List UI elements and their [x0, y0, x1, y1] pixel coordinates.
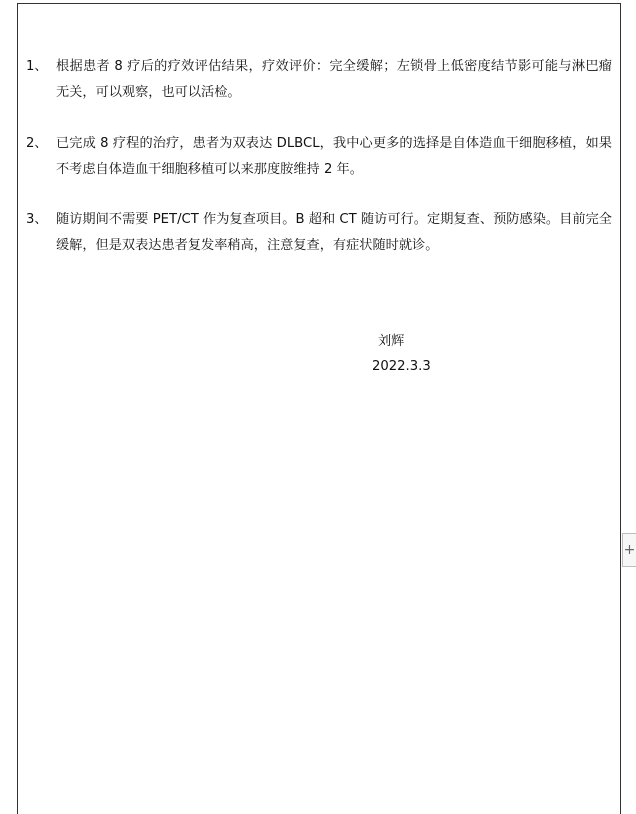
signature-date: 2022.3.3	[372, 359, 431, 374]
item-number: 1、	[26, 59, 48, 74]
plus-icon: +	[623, 542, 636, 558]
item-number: 2、	[26, 136, 48, 151]
advice-item-1	[26, 54, 612, 106]
expand-side-button[interactable]	[622, 533, 636, 567]
item-text: 已完成 8 疗程的治疗，患者为双表达 DLBCL，我中心更多的选择是自体造血干细胞移植，如果不考虑自体造血干细胞移植可以来那度胺维持 2 年。	[56, 136, 612, 177]
document-page	[17, 3, 621, 814]
advice-item-2	[26, 131, 612, 183]
item-text: 根据患者 8 疗后的疗效评估结果，疗效评价：完全缓解；左锁骨上低密度结节影可能与淋巴瘤无关，可以观察，也可以活检。	[56, 59, 612, 100]
item-number: 3、	[26, 212, 48, 227]
advice-item-3	[26, 207, 612, 259]
signature-name: 刘辉	[378, 334, 405, 349]
item-text: 随访期间不需要 PET/CT 作为复查项目。B 超和 CT 随访可行。定期复查、预防感染。目前完全缓解，但是双表达患者复发率稍高，注意复查，有症状随时就诊。	[56, 212, 612, 253]
